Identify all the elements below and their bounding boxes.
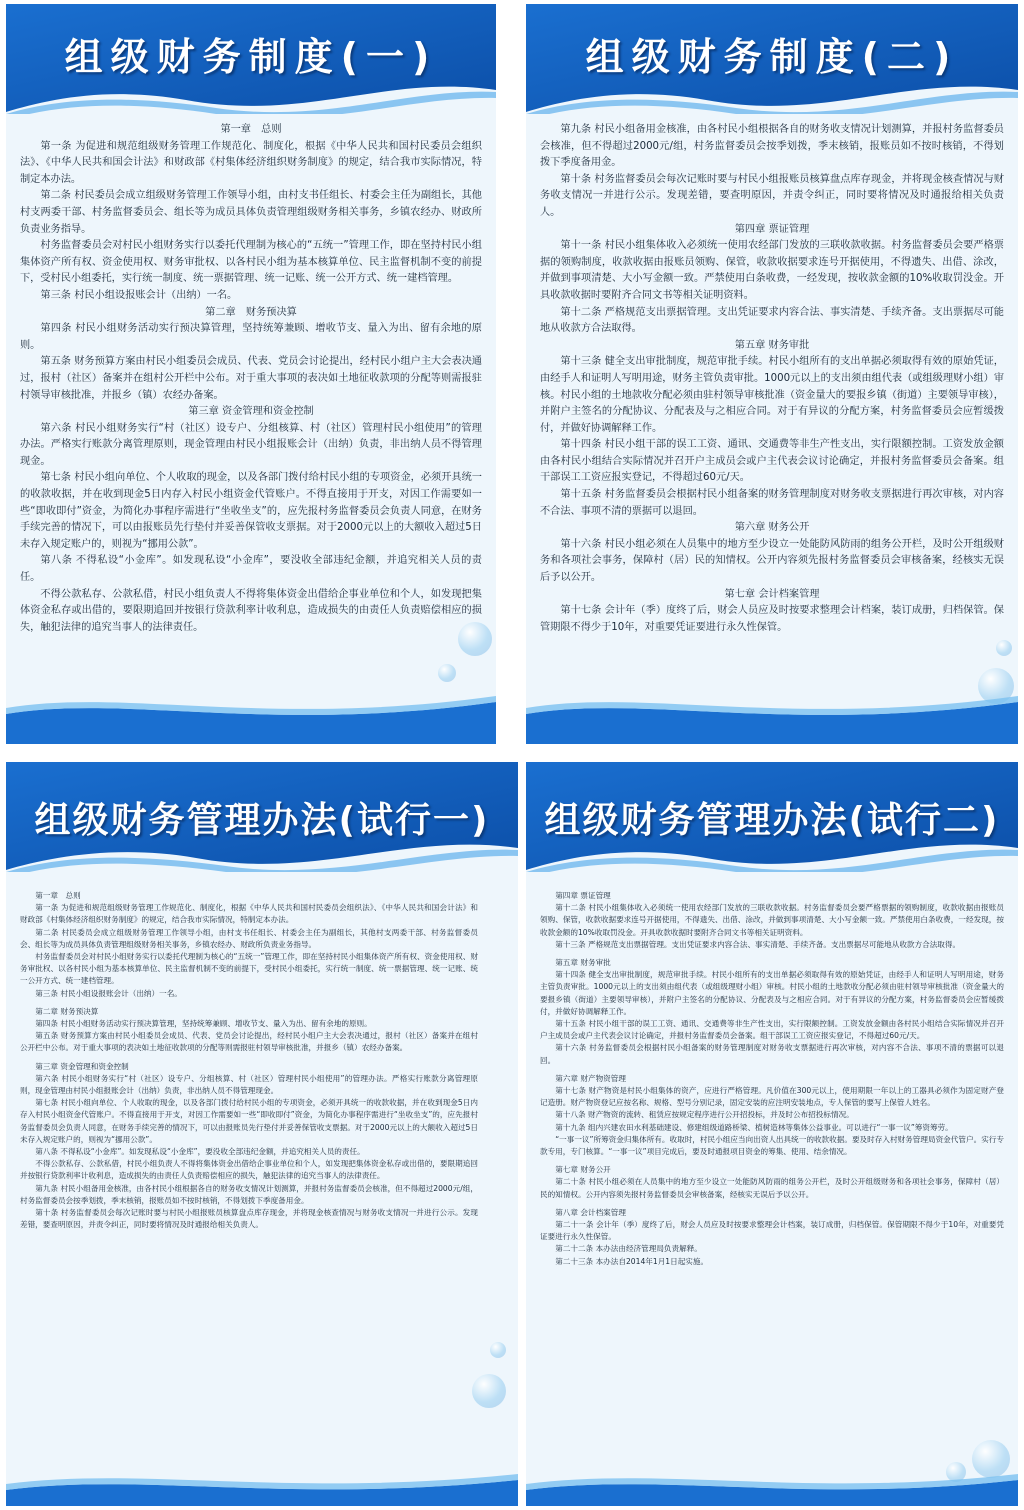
chapter-heading: 第七章 会计档案管理 — [724, 588, 820, 600]
bubble-decoration — [996, 640, 1012, 656]
poster-title: 组级财务制度(二) — [585, 35, 959, 79]
article-paragraph: 第七条 村民小组向单位、个人收取的现金，以及各部门拨付给村民小组的专项资金，必须开具统一的收款收据，并在收到现金5日内存入村民小组资金代管账户。不得直接用于开支，对因工作需要如一些“即收即付”资金，为简化办事程序需进行“坐收坐支”的，应先报村务监督委员会负责人同意，在财务手续完善的情况下，可以由报账员先行垫付并妥善保管收支票据。对于2000元以上的大额收入超过5日未存入规定账户的，则视为“挪用公款”。 — [20, 1098, 478, 1144]
bubble-decoration — [438, 664, 456, 682]
header-wave — [6, 4, 496, 114]
article-paragraph: 第三条 村民小组设报账会计（出纳）一名。 — [35, 988, 182, 998]
article-paragraph: 第十五条 村务监督委员会根据村民小组备案的财务管理制度对财务收支票据进行再次审核，对内容不合法、事项不清的票据可以退回。 — [540, 489, 1004, 517]
article-paragraph: 第十三条 健全支出审批制度，规范审批手续。村民小组所有的支出单据必须取得有效的原始凭证，由经手人和证明人写明用途，财务主管负责审批。1000元以上的支出须由组代表（或组级理财小组）审核。村民小组的土地款收分配必须由驻村领导审核批准（资金量大的要报乡镇（街道）主要领导审核），并附户主签名的分配协议、分配表及与之相应合同。对于有异议的分配方案，村务监督委员会应暂缓拨付，并做好协调解释工作。 — [540, 356, 1004, 434]
poster-1 — [6, 4, 496, 744]
chapter-heading: 第二章 财务预决算 — [205, 306, 297, 318]
article-paragraph: 第六条 村民小组财务实行“村（社区）设专户、分组核算、村（社区）管理村民小组使用”的管理办法。严格实行账款分离管理原则，现金管理由村民小组报账会计（出纳）负责，非出纳人员不得管理现金。 — [20, 422, 482, 467]
article-paragraph: 第八条 不得私设“小金库”。如发现私设“小金库”，要没收全部违纪金额，并追究相关人员的责任。 — [35, 1147, 365, 1157]
article-paragraph: 第二十二条 本办法由经济管理局负责解释。 — [555, 1244, 702, 1254]
poster-title: 组级财务管理办法(试行二) — [544, 800, 1000, 841]
bubble-decoration — [490, 1342, 506, 1358]
article-paragraph: 第二十一条 会计年（季）度终了后，财会人员应及时按要求整理会计档案，装订成册，归档保管。保管期限不得少于10年，对重要凭证要进行永久性保管。 — [540, 1220, 1004, 1242]
chapter-heading: 第一章 总则 — [35, 891, 81, 900]
article-paragraph: 第五条 财务预算方案由村民小组委员会成员、代表、党员会讨论提出，经村民小组户主大会表决通过，报村（社区）备案并在组村公开栏中公布。对于重大事项的表决如土地征收款项的分配等则需报驻村领导审核批准，并报乡（镇）农经办备案。 — [20, 356, 482, 401]
article-paragraph: 第二十条 村民小组必须在人员集中的地方至少设立一处能防风防雨的组务公开栏，及时公开组级财务和各项社会事务，保障村（居）民的知情权。公开内容须先报村务监督委员会审核备案，经核实无误后予以公开。 — [540, 1177, 1004, 1199]
article-paragraph: 第六条 村民小组财务实行“村（社区）设专户、分组核算、村（社区）管理村民小组使用”的管理办法。严格实行账款分离管理原则，现金管理由村民小组报账会计（出纳）负责，非出纳人员不得管理现金。 — [20, 1073, 478, 1096]
article-paragraph: 不得公款私存、公款私借，村民小组负责人不得将集体资金出借给企事业单位和个人，如发现把集体资金私存或出借的，要限期追回并按银行贷款利率计收利息，造成损失的由责任人负责赔偿相应的损失，触犯法律的追究当事人的法律责任。 — [20, 1159, 478, 1181]
article-paragraph: 村务监督委员会对村民小组财务实行以委托代理制为核心的“五统一”管理工作，即在坚持村民小组集体资产所有权、资金使用权、财务审批权、以各村民小组为基本核算单位、民主监督机制不变的前提下，受村民小组委托，实行统一制度、统一票据管理、统一记账、统一公开方式、统一建档管理。 — [20, 952, 478, 986]
chapter-heading: 第六章 财务公开 — [734, 522, 810, 534]
footer-wave — [526, 1446, 1018, 1506]
header-wave — [526, 762, 1018, 872]
article-paragraph: 第十五条 村民小组干部的误工工资、通讯、交通费等非生产性支出，实行限额控制。工资发放金额由各村民小组结合实际情况并召开户主成员会或户主代表会议讨论确定，并报村务监督委员会备案。组干部误工工资应报实登记，不得超过60元/天。 — [540, 1019, 1004, 1041]
article-paragraph: 第四条 村民小组财务活动实行预决算管理，坚持统筹兼顾、增收节支、量入为出、留有余地的原则。 — [35, 1019, 372, 1029]
poster-body — [20, 122, 482, 704]
article-paragraph: 第十九条 组内兴建农田水利基础建设、修建组级道路桥梁、植树造林等集体公益事业。可以进行“一事一议”筹资筹劳。 — [555, 1122, 953, 1132]
article-paragraph: “一事一议”所筹资金归集体所有。收取时，村民小组应当向出资人出具统一的收款收据。要及时存入村财务管理局资金代管户。实行专款专用，专门核算。“一事一议”项目完成后，要及时通报项目资金的筹集、使用、结余情况。 — [540, 1134, 1004, 1157]
article-paragraph: 第七条 村民小组向单位、个人收取的现金，以及各部门拨付给村民小组的专项资金，必须开具统一的收款收据，并在收到现金5日内存入村民小组资金代管账户。不得直接用于开支，对因工作需要如一些“即收即付”资金，为简化办事程序需进行“坐收坐支”的，应先报村务监督委员会负责人同意，在财务手续完善的情况下，可以由报账员先行垫付并妥善保管收支票据。对于2000元以上的大额收入超过5日未存入规定账户的，则视为“挪用公款”。 — [20, 472, 482, 550]
footer-wave — [6, 1446, 518, 1506]
chapter-heading: 第六章 财产物资管理 — [555, 1073, 626, 1083]
chapter-heading: 第七章 财务公开 — [555, 1165, 611, 1175]
article-paragraph: 第一条 为促进和规范组级财务管理工作规范化、制度化，根据《中华人民共和国村民委员会组织法》、《中华人民共和国会计法》和财政部《村集体经济组织财务制度》的规定，结合我市实际情况，特制定本办法。 — [20, 140, 482, 185]
chapter-heading: 第五章 财务审批 — [555, 958, 611, 968]
article-paragraph: 第十二条 村民小组集体收入必须统一使用农经部门发放的三联收款收据。村务监督委员会要严格票据的领购制度，收款收据由报账员领购、保管，收款收据要求连号开据使用，不得遗失、出借、涂改，并做到事项清楚、大小写金额一致。严禁使用白条收费，一经发现，按收款金额的10%收取罚没金。开具收款收据时要附齐合同文书等相关证明资料。 — [540, 903, 1004, 937]
header-wave — [526, 4, 1018, 114]
article-paragraph: 第二十三条 本办法自2014年1月1日起实施。 — [555, 1256, 709, 1266]
article-paragraph: 第九条 村民小组备用金核准，由各村民小组根据各自的财务收支情况计划测算，并报村务监督委员会核准，但不得超过2000元/组，村务监督委员会按季划拨，季末核销，报账员如不按时核销，不得划拨下季度备用金。 — [20, 1183, 478, 1205]
article-paragraph: 第十一条 村民小组集体收入必须统一使用农经部门发放的三联收款收据。村务监督委员会要严格票据的领购制度，收款收据由报账员领购、保管，收款收据要求连号开据使用，不得遗失、出借、涂改，并做到事项清楚、大小写金额一致。严禁使用白条收费，一经发现，按收款金额的10%收取罚没金。开具收款收据时要附齐合同文书等相关证明资料。 — [540, 240, 1004, 301]
poster-3 — [6, 762, 518, 1506]
chapter-heading: 第一章 总则 — [220, 124, 282, 135]
article-paragraph: 第八条 不得私设“小金库”。如发现私设“小金库”，要没收全部违纪金额，并追究相关人员的责任。 — [20, 555, 482, 584]
article-paragraph: 第十条 村务监督委员会每次记账时要与村民小组报账员核算盘点库存现金，并将现金核查情况与财务收支情况一并进行公示。发现差错，要查明原因，并责令纠正，同时要将情况及时通报给相关负责人。 — [20, 1208, 478, 1230]
article-paragraph: 第十七条 会计年（季）度终了后，财会人员应及时按要求整理会计档案，装订成册，归档保管。保管期限不得少于10年，对重要凭证要进行永久性保管。 — [540, 605, 1004, 633]
article-paragraph: 第四条 村民小组财务活动实行预决算管理，坚持统筹兼顾、增收节支、量入为出、留有余地的原则。 — [20, 323, 482, 351]
chapter-heading: 第四章 票证管理 — [734, 223, 810, 235]
poster-2 — [526, 4, 1018, 744]
article-paragraph: 第十二条 严格规范支出票据管理。支出凭证要求内容合法、事实清楚、手续齐备。支出票据尽可能地从收款方合法取得。 — [540, 306, 1004, 335]
chapter-heading: 第三章 资金管理和资金控制 — [188, 406, 314, 418]
article-paragraph: 第二条 村民委员会成立组级财务管理工作领导小组，由村支书任组长、村委会主任为副组长，其他村支两委干部、村务监督委员会、组长等为成员具体负责管理组级财务相关事务，乡镇农经办、财政所负责业务指导。 — [20, 927, 478, 949]
chapter-heading: 第二章 财务预决算 — [35, 1006, 99, 1016]
article-paragraph: 第十八条 财产物资的流转、租赁应按规定程序进行公开招投标，并及时公布招投标情况。 — [555, 1110, 854, 1120]
article-paragraph: 村务监督委员会对村民小组财务实行以委托代理制为核心的“五统一”管理工作，即在坚持村民小组集体资产所有权、资金使用权、财务审批权、以各村民小组为基本核算单位、民主监督机制不变的前提下，受村民小组委托，实行统一制度、统一票据管理、统一记账、统一公开方式、统一建档管理。 — [20, 240, 482, 285]
article-paragraph: 第十三条 严格规范支出票据管理。支出凭证要求内容合法、事实清楚、手续齐备。支出票据尽可能地从收款方合法取得。 — [555, 939, 961, 949]
article-paragraph: 第十四条 健全支出审批制度，规范审批手续。村民小组所有的支出单据必须取得有效的原始凭证，由经手人和证明人写明用途，财务主管负责审批。1000元以上的支出须由组代表（或组级理财小组）审核。村民小组的土地款收分配必须由驻村领导审核批准（资金量大的要报乡镇（街道）主要领导审核），并附户主签名的分配协议、分配表及与之相应合同。对于有异议的分配方案，村务监督委员会应暂缓拨付，并做好协调解释工作。 — [540, 970, 1004, 1016]
article-paragraph: 第十七条 财产物资是村民小组集体的资产，应进行严格管理。凡价值在300元以上，使用期限一年以上的工器具必须作为固定财产登记造册。财产物资登记应按名称、规格、型号分别记录，固定安装的应注明安装地点，专人保管的要写上保管人姓名。 — [540, 1086, 1004, 1108]
footer-wave — [526, 684, 1018, 744]
poster-body — [540, 884, 1004, 1486]
article-paragraph: 第二条 村民委员会成立组级财务管理工作领导小组，由村支书任组长、村委会主任为副组长，其他村支两委干部、村务监督委员会、组长等为成员具体负责管理组级财务相关事务，乡镇农经办、财政所负责业务指导。 — [20, 190, 482, 235]
poster-4 — [526, 762, 1018, 1506]
chapter-heading: 第五章 财务审批 — [734, 339, 810, 351]
article-paragraph: 第五条 财务预算方案由村民小组委员会成员、代表、党员会讨论提出，经村民小组户主大会表决通过，报村（社区）备案并在组村公开栏中公布。对于重大事项的表决如土地征收款项的分配等则需报驻村领导审核批准，并报乡（镇）农经办备案。 — [20, 1031, 478, 1053]
footer-wave — [6, 684, 496, 744]
article-paragraph: 不得公款私存、公款私借，村民小组负责人不得将集体资金出借给企事业单位和个人，如发现把集体资金私存或出借的，要限期追回并按银行贷款利率计收利息，造成损失的由责任人负责赔偿相应的损失，触犯法律的追究当事人的法律责任。 — [20, 588, 482, 633]
poster-title: 组级财务制度(一) — [64, 35, 438, 79]
article-paragraph: 第三条 村民小组设报账会计（出纳）一名。 — [40, 289, 238, 301]
poster-body — [20, 884, 478, 1486]
article-paragraph: 第十六条 村务监督委员会根据村民小组备案的财务管理制度对财务收支票据进行再次审核，对内容不合法、事项不清的票据可以退回。 — [540, 1043, 1004, 1065]
poster-title: 组级财务管理办法(试行一) — [34, 800, 490, 841]
poster-body — [540, 122, 1004, 704]
article-paragraph: 第一条 为促进和规范组级财务管理工作规范化、制度化，根据《中华人民共和国村民委员会组织法》、《中华人民共和国会计法》和财政部《村集体经济组织财务制度》的规定，结合我市实际情况，特制定本办法。 — [20, 903, 478, 925]
article-paragraph: 第十六条 村民小组必须在人员集中的地方至少设立一处能防风防雨的组务公开栏，及时公开组级财务和各项社会事务，保障村（居）民的知情权。公开内容须先报村务监督委员会审核备案，经核实无误后予以公开。 — [540, 538, 1004, 584]
article-paragraph: 第十四条 村民小组干部的误工工资、通讯、交通费等非生产性支出，实行限额控制。工资发放金额由各村民小组结合实际情况并召开户主成员会或户主代表会议讨论确定，并报村务监督委员会备案。组干部误工工资应报实登记，不得超过60元/天。 — [540, 439, 1004, 484]
bubble-decoration — [458, 622, 492, 656]
chapter-heading: 第八章 会计档案管理 — [555, 1207, 626, 1217]
article-paragraph: 第十条 村务监督委员会每次记账时要与村民小组报账员核算盘点库存现金，并将现金核查情况与财务收支情况一并进行公示。发现差错，要查明原因，并责令纠正，同时要将情况及时通报给相关负责人。 — [540, 173, 1004, 218]
header-wave — [6, 762, 518, 872]
chapter-heading: 第三章 资金管理和资金控制 — [35, 1061, 129, 1071]
chapter-heading: 第四章 票证管理 — [555, 891, 611, 900]
article-paragraph: 第九条 村民小组备用金核准，由各村民小组根据各自的财务收支情况计划测算，并报村务监督委员会核准，但不得超过2000元/组，村务监督委员会按季划拨，季末核销，报账员如不按时核销，不得划拨下季度备用金。 — [540, 124, 1004, 169]
bubble-decoration — [472, 1374, 506, 1408]
